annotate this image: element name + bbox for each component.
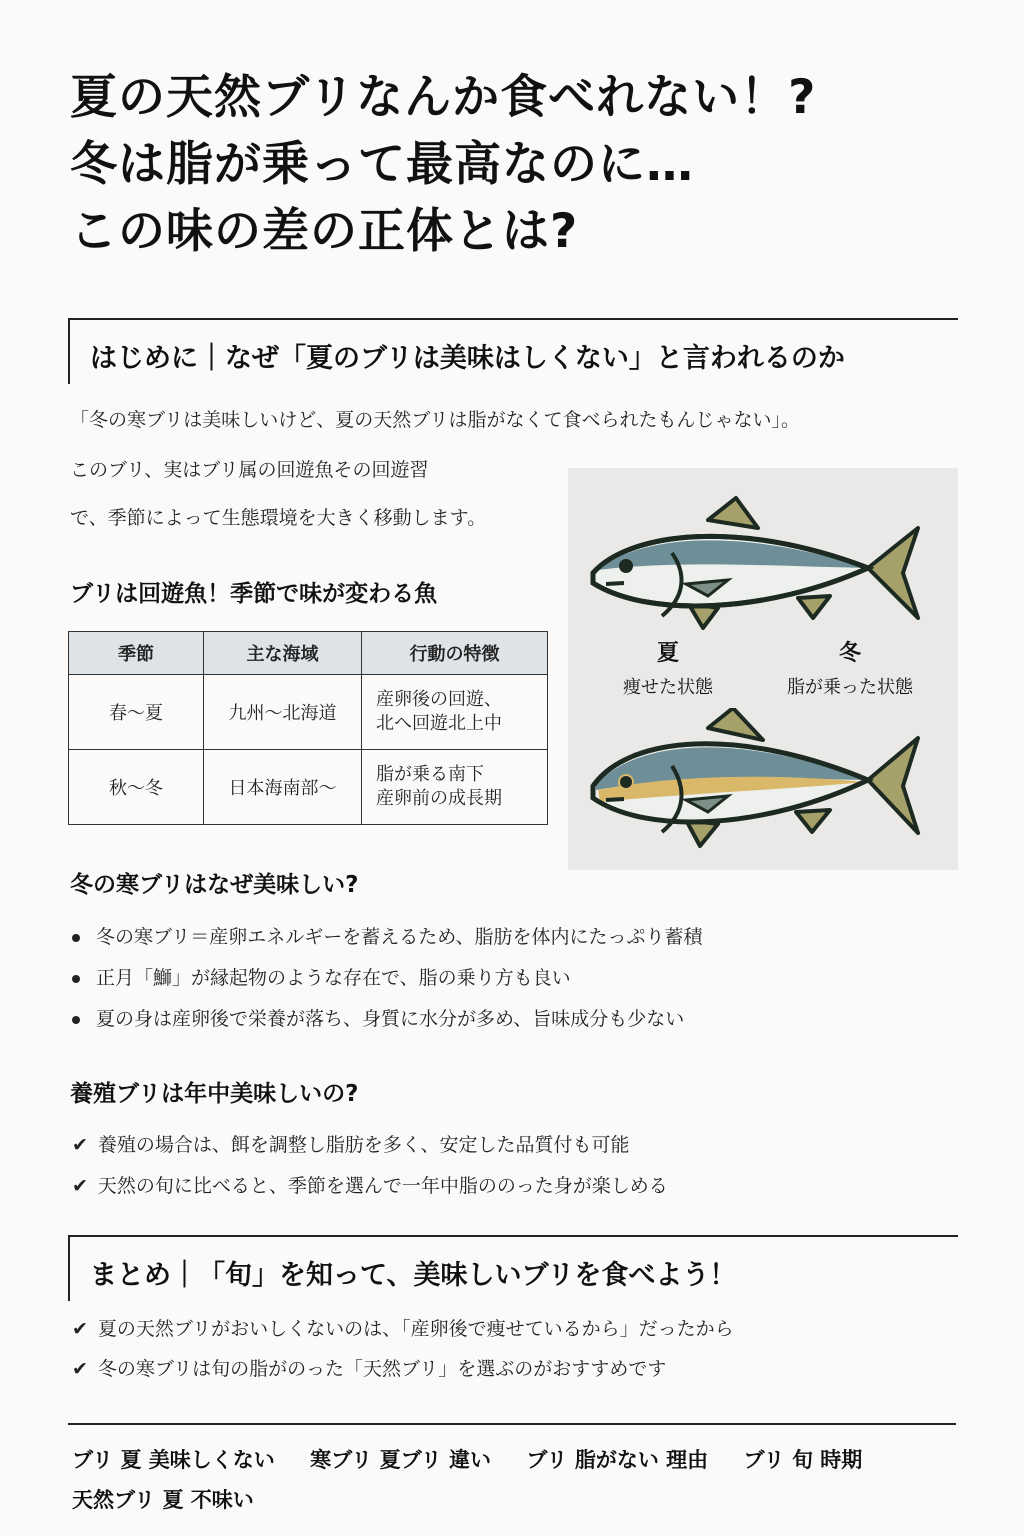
fish-illustration-panel [568, 468, 958, 870]
checkmark-icon: ✔ [72, 1134, 88, 1156]
summer-caption: 痩せた状態 [623, 677, 713, 698]
cell-desc [362, 675, 548, 750]
table-row [69, 750, 548, 825]
winter-caption: 脂が乗った状態 [787, 677, 913, 698]
cell-desc-line: 北へ回遊北上中 [376, 713, 502, 734]
summer-fish-illustration [568, 478, 958, 658]
table-row [69, 675, 548, 750]
cell-desc-line: 産卵後の回遊、 [376, 688, 502, 710]
cell-desc-line: 産卵前の成長期 [376, 788, 502, 809]
keyword-tag[interactable]: ブリ 旬 時期 [743, 1448, 863, 1472]
farmed-check-item [72, 1130, 630, 1157]
intro-heading: はじめに｜なぜ「夏のブリは美味はしくない」と言われるのか [90, 343, 845, 374]
keyword-tag[interactable]: ブリ 夏 美味しくない [72, 1448, 275, 1472]
column-header-season: 季節 [69, 632, 204, 675]
farmed-section-heading: 養殖ブリは年中美味しいの? [70, 1081, 359, 1107]
cell-area: 日本海南部〜 [204, 750, 362, 825]
bullet-dot-icon [72, 934, 80, 942]
check-text: 冬の寒ブリは旬の脂がのった「天然ブリ」を選ぶのがおすすめです [97, 1358, 667, 1380]
column-header-area: 主な海域 [204, 632, 362, 675]
winter-fish-illustration [568, 708, 958, 868]
summer-label: 夏 [656, 641, 679, 666]
cell-season: 秋〜冬 [69, 750, 204, 825]
farmed-check-item [72, 1171, 668, 1198]
checkmark-icon: ✔ [72, 1318, 88, 1340]
footer-divider [68, 1423, 956, 1425]
migration-heading: ブリは回遊魚！季節で味が変わる魚 [70, 581, 438, 607]
check-text: 天然の旬に比べると、季節を選んで一年中脂ののった身が楽しめる [97, 1175, 668, 1197]
checkmark-icon: ✔ [72, 1175, 88, 1197]
page-title-line-3: この味の差の正体とは? [70, 204, 579, 259]
bullet-text: 冬の寒ブリ＝産卵エネルギーを蓄えるため、脂肪を体内にたっぷり蓄積 [96, 926, 703, 948]
checkmark-icon: ✔ [72, 1358, 88, 1380]
column-header-behavior: 行動の特徴 [362, 632, 548, 675]
winter-bullet [72, 922, 702, 949]
summary-heading: まとめ｜「旬」を知って、美味しいブリを食べよう！ [90, 1260, 737, 1291]
keyword-tags [72, 1440, 952, 1520]
keyword-tag[interactable]: ブリ 脂がない 理由 [526, 1448, 709, 1472]
winter-bullet [72, 963, 571, 990]
keyword-tag[interactable]: 天然ブリ 夏 不味い [72, 1488, 254, 1512]
check-text: 夏の天然ブリがおいしくないのは、「産卵後で痩せているから」だったから [97, 1318, 734, 1340]
check-text: 養殖の場合は、餌を調整し脂肪を多く、安定した品質付も可能 [97, 1134, 630, 1156]
intro-heading-box [68, 318, 958, 384]
bullet-text: 正月「鰤」が縁起物のような存在で、脂の乗り方も良い [96, 967, 571, 989]
summary-check-item [72, 1314, 734, 1341]
winter-bullet [72, 1004, 684, 1031]
cell-desc-line: 脂が乗る南下 [376, 763, 484, 785]
cell-season: 春〜夏 [69, 675, 204, 750]
bullet-dot-icon [72, 975, 80, 983]
intro-quote: 「冬の寒ブリは美味しいけど、夏の天然ブリは脂がなくて食べられたもんじゃない」。 [70, 409, 800, 431]
cell-area: 九州〜北海道 [204, 675, 362, 750]
bullet-dot-icon [72, 1016, 80, 1024]
cell-desc [362, 750, 548, 825]
page-title-line-1: 夏の天然ブリなんか食べれない！? [70, 70, 817, 125]
page-title-line-2: 冬は脂が乗って最高なのに… [70, 137, 694, 192]
winter-section-heading: 冬の寒ブリはなぜ美味しい? [70, 872, 359, 898]
keyword-tag[interactable]: 寒ブリ 夏ブリ 違い [310, 1448, 492, 1472]
intro-paragraph-line-1: このブリ、実はブリ属の回遊魚その回遊習 [70, 459, 429, 481]
summary-heading-box [68, 1235, 958, 1301]
season-table [68, 631, 548, 825]
winter-label: 冬 [838, 641, 861, 666]
bullet-text: 夏の身は産卵後で栄養が落ち、身質に水分が多め、旨味成分も少ない [96, 1008, 685, 1030]
table-header-row [69, 632, 548, 675]
summary-check-item [72, 1354, 666, 1381]
intro-paragraph-line-2: で、季節によって生態環境を大きく移動します。 [70, 507, 487, 529]
